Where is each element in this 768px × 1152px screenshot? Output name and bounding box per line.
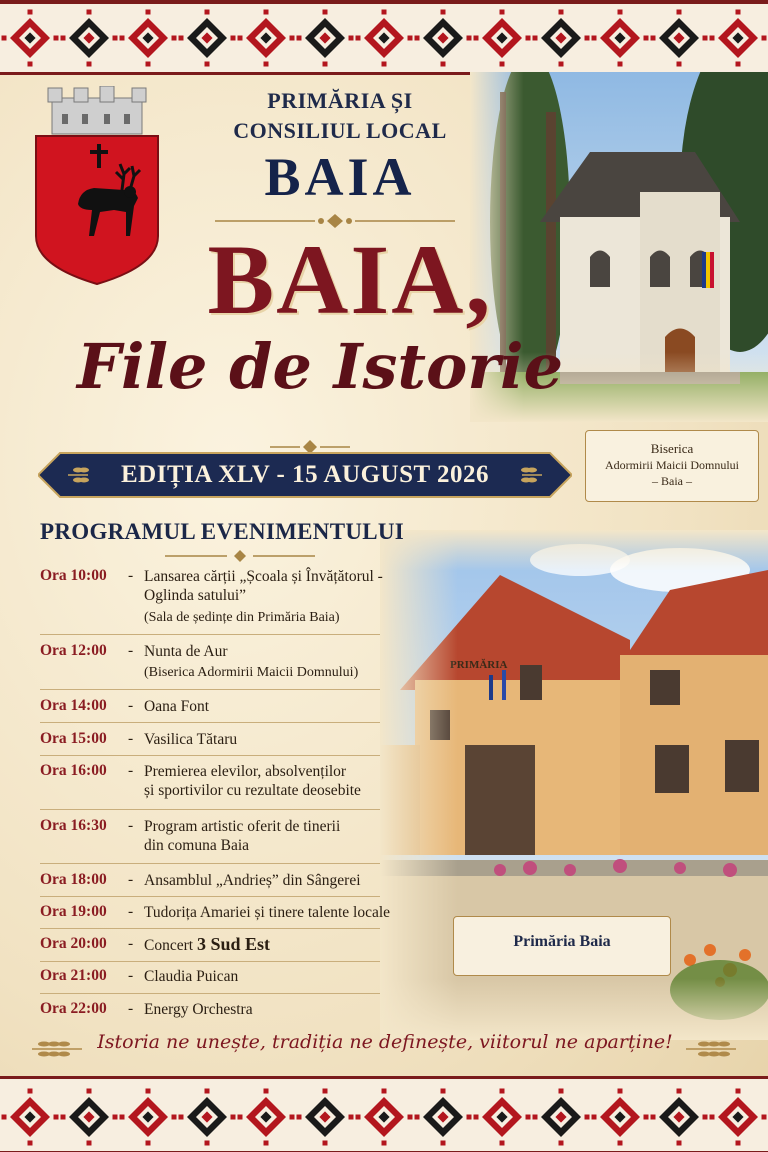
town-hall-caption-text: Primăria Baia [513, 933, 611, 950]
program-note: (Sala de ședințe din Primăria Baia) [144, 610, 340, 625]
program-item [40, 1000, 400, 1022]
program-description: Claudia Puican [144, 968, 239, 985]
folk-motif [592, 10, 649, 67]
folk-motif [651, 1089, 708, 1146]
program-description-line-2: și sportivilor cu rezultate deosebite [144, 782, 361, 799]
program-description: Tudorița Amariei și tinere talente locale [144, 904, 391, 921]
folk-pattern-icon [0, 0, 768, 72]
program-time: Ora 14:00 [40, 697, 107, 714]
program-dash: - [128, 1000, 134, 1017]
folk-motif [297, 1089, 354, 1146]
motto: Istoria ne unește, tradiția ne definește, viitorul ne aparține! [97, 1031, 673, 1053]
town-hall-caption [453, 916, 671, 976]
program-description-wrap [144, 935, 434, 955]
row-divider [40, 993, 380, 994]
program-dash: - [128, 967, 134, 984]
program-time: Ora 12:00 [40, 642, 107, 659]
program-dash: - [128, 730, 134, 747]
program-time: Ora 20:00 [40, 935, 107, 952]
ornament-divider-icon [165, 549, 315, 563]
folk-motif [179, 1089, 236, 1146]
laurel-icon [684, 1038, 738, 1060]
row-divider [40, 961, 380, 962]
program-item [40, 697, 400, 719]
program-dash: - [128, 871, 134, 888]
church-caption [585, 430, 759, 502]
program-dash: - [128, 762, 134, 779]
folk-motif [61, 1089, 118, 1146]
program-dash: - [128, 935, 134, 952]
folk-motif [120, 10, 177, 67]
program-item [40, 642, 400, 684]
program-item [40, 762, 400, 804]
program-description: Oana Font [144, 698, 210, 715]
folk-motif [710, 10, 767, 67]
church-caption-line-2: Adormirii Maicii Domnului [605, 458, 739, 472]
folk-motif [592, 1089, 649, 1146]
edition-text: EDIȚIA XLV - 15 AUGUST 2026 [120, 461, 489, 488]
program-description: Vasilica Tătaru [144, 731, 238, 748]
program-item [40, 817, 400, 859]
folk-motif [415, 1089, 472, 1146]
row-divider [40, 896, 380, 897]
program-item [40, 903, 400, 925]
organization-line-2: CONSILIUL LOCAL [233, 118, 447, 143]
folk-motif [356, 10, 413, 67]
folk-motif [651, 10, 708, 67]
row-divider [40, 928, 380, 929]
program-item [40, 967, 400, 989]
laurel-icon [30, 1038, 84, 1060]
program-item [40, 567, 400, 627]
program-time: Ora 16:00 [40, 762, 107, 779]
program-time: Ora 21:00 [40, 967, 107, 984]
row-divider [40, 809, 380, 810]
row-divider [40, 722, 380, 723]
program-description-line-2: din comuna Baia [144, 837, 250, 854]
folk-motif [415, 10, 472, 67]
program-description: Nunta de Aur [144, 643, 228, 660]
folk-motif [120, 1089, 177, 1146]
program-dash: - [128, 567, 134, 584]
folk-pattern-icon [0, 1079, 768, 1152]
organization-line-1: PRIMĂRIA ȘI [267, 88, 413, 113]
program-time: Ora 16:30 [40, 817, 107, 834]
program-dash: - [128, 817, 134, 834]
folk-motif [474, 1089, 531, 1146]
folk-motif [474, 10, 531, 67]
program-dash: - [128, 697, 134, 714]
coat-of-arms-icon [34, 86, 160, 286]
folk-border-top [0, 0, 768, 75]
program-item [40, 934, 400, 958]
program-time: Ora 15:00 [40, 730, 107, 747]
folk-motif [710, 1089, 767, 1146]
folk-motif [533, 1089, 590, 1146]
row-divider [40, 634, 380, 635]
row-divider [40, 863, 380, 864]
program-item [40, 730, 400, 752]
folk-motif [2, 10, 59, 67]
folk-motif [356, 1089, 413, 1146]
program-description: Premierea elevilor, absolvenților [144, 763, 347, 780]
program-note: (Biserica Adormirii Maicii Domnului) [144, 665, 359, 680]
main-title: BAIA, [207, 224, 493, 335]
program-time: Ora 22:00 [40, 1000, 107, 1017]
program-item [40, 871, 400, 893]
folk-motif [179, 10, 236, 67]
program-time: Ora 18:00 [40, 871, 107, 888]
program-time: Ora 10:00 [40, 567, 107, 584]
folk-motif [2, 1089, 59, 1146]
folk-motif [297, 10, 354, 67]
program-description: Program artistic oferit de tinerii [144, 818, 341, 835]
folk-motif [61, 10, 118, 67]
church-caption-line-1: Biserica [650, 441, 694, 456]
program-heading: PROGRAMUL EVENIMENTULUI [40, 519, 405, 544]
program-headliner: 3 Sud Est [196, 934, 270, 954]
program-description: Lansarea cărții „Școala și Învățătorul - [144, 568, 383, 585]
program-dash: - [128, 903, 134, 920]
folk-border-bottom [0, 1076, 768, 1152]
program-description-line-2: Oglinda satului” [144, 587, 247, 604]
program-description: Energy Orchestra [144, 1001, 253, 1018]
program-description: Ansamblul „Andrieș” din Sângerei [144, 872, 361, 889]
sub-title: File de Istorie [76, 330, 564, 403]
folk-motif [238, 10, 295, 67]
folk-motif [533, 10, 590, 67]
organization-name: BAIA [264, 147, 416, 207]
program-description: Concert [144, 937, 194, 954]
row-divider [40, 689, 380, 690]
program-time: Ora 19:00 [40, 903, 107, 920]
folk-motif [238, 1089, 295, 1146]
row-divider [40, 755, 380, 756]
church-caption-line-3: – Baia – [652, 474, 692, 488]
program-dash: - [128, 642, 134, 659]
